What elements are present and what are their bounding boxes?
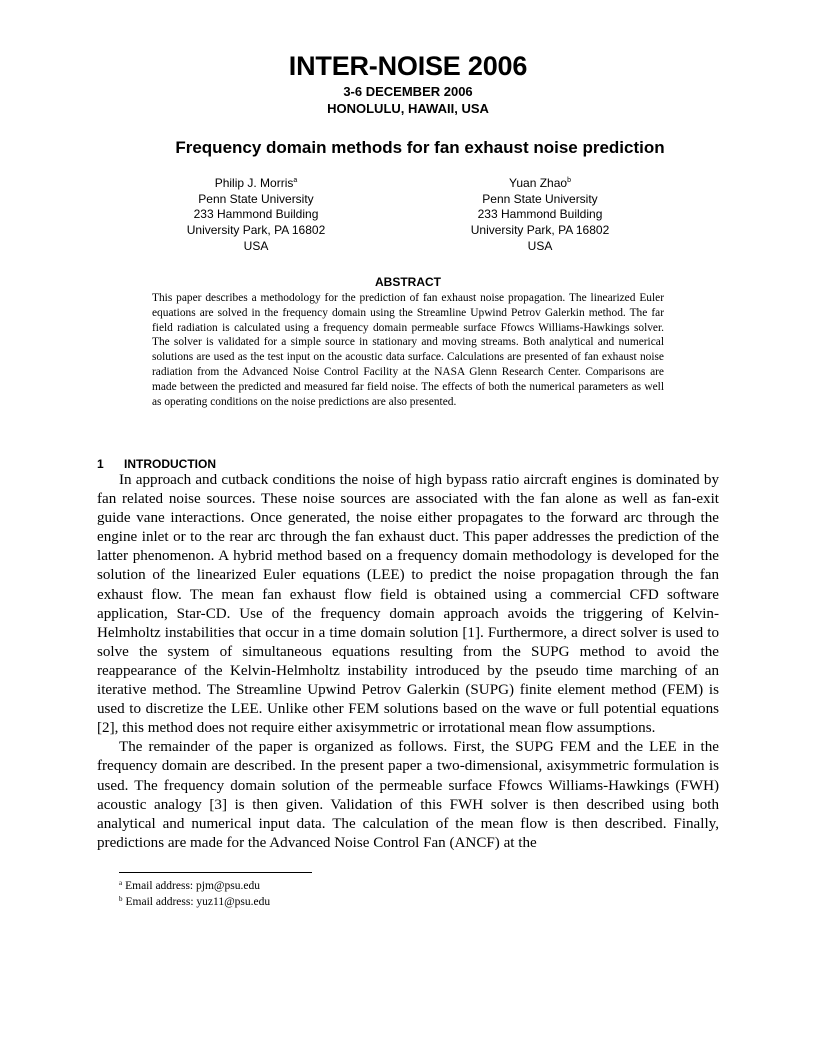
- author-block: [126, 176, 386, 255]
- conference-title: INTER-NOISE 2006: [288, 51, 528, 81]
- author-building: 233 Hammond Building: [477, 207, 603, 222]
- author-name: Philip J. Morris: [214, 176, 294, 190]
- conference-date: 3-6 DECEMBER 2006: [343, 84, 473, 99]
- author-institution: Penn State University: [482, 191, 598, 206]
- author-block: [410, 176, 670, 255]
- author-city: University Park, PA 16802: [186, 223, 326, 238]
- author-footnote-marker: b: [567, 177, 571, 184]
- section-heading: [97, 457, 216, 472]
- section-title: INTRODUCTION: [124, 457, 216, 471]
- section-number: 1: [97, 457, 104, 471]
- footnotes: [119, 879, 270, 910]
- author-institution: Penn State University: [198, 191, 314, 206]
- author-footnote-marker: a: [293, 177, 298, 184]
- footnote-marker: a: [119, 879, 123, 887]
- paragraph: The remainder of the paper is organized as follows. First, the SUPG FEM and the LEE in the frequency domain are described. In the present paper a two-dimensional, axisymmetric formulation is used. The frequency domain solution of the permeable surface Ffowcs Williams-Hawkings (FWH) acoustic analogy [3] is then given. Validation of this FWH solver is then described using both analytical and numerical input data. The calculation of the mean flow is then described. Finally, predictions are made for the Advanced Noise Control Fan (ANCF) at the: [97, 739, 719, 851]
- abstract-heading: ABSTRACT: [375, 275, 441, 289]
- footnote: [119, 895, 270, 911]
- paragraph: In approach and cutback conditions the noise of high bypass ratio aircraft engines is dominated by fan related noise sources. These noise sources are associated with the fan alone as well as fan-exit guide vane interactions. Once generated, the noise either propagates to the forward arc through the engine inlet or to the rear arc through the fan exhaust duct. This paper addresses the prediction of the latter phenomenon. A hybrid method based on a frequency domain methodology is developed for the solution of the linearized Euler equations (LEE) to predict the noise propagation through the fan exhaust flow. The mean fan exhaust flow field is obtained using a commercial CFD software application, Star-CD. Use of the frequency domain approach avoids the triggering of Kelvin-Helmholtz instabilities that occur in a time domain solution [1]. Furthermore, a direct solver is used to solve the system of simultaneous equations resulting from the SUPG method to avoid the reappearance of the Kelvin-Helmholtz instability introduced by the pseudo time marching of an iterative method. The Streamline Upwind Petrov Galerkin (SUPG) finite element method (FEM) is used to discretize the LEE. Unlike other FEM solutions based on the wave or full potential equations [2], this method does not require either axisymmetric or irrotational mean flow assumptions.: [97, 472, 719, 737]
- abstract-text: This paper describes a methodology for the prediction of fan exhaust noise propagation. The linearized Euler equations are solved in the frequency domain using the Streamline Upwind Petrov Galerkin method. The far field radiation is calculated using a frequency domain permeable surface Ffowcs Williams-Hawkings solver. The solver is validated for a simple source in stationary and moving streams. Both analytical and numerical solutions are used as the test input on the acoustic data surface. Calculations are presented of fan exhaust noise radiation from the Advanced Noise Control Facility at the NASA Glenn Research Center. Comparisons are made between the predicted and measured far field noise. The effects of both the numerical parameters as well as operating conditions on the noise predictions are also presented.: [152, 292, 664, 408]
- author-building: 233 Hammond Building: [193, 207, 319, 222]
- footnote-rule: [119, 872, 312, 873]
- author-city: University Park, PA 16802: [470, 223, 610, 238]
- conference-location: HONOLULU, HAWAII, USA: [327, 101, 489, 116]
- author-country: USA: [527, 238, 553, 253]
- footnote-text: Email address: pjm@psu.edu: [125, 880, 260, 892]
- author-country: USA: [243, 238, 269, 253]
- author-name: Yuan Zhao: [509, 176, 568, 190]
- footnote-marker: b: [119, 894, 123, 903]
- body-text: [97, 471, 719, 853]
- footnote: [119, 879, 270, 895]
- paper-title: Frequency domain methods for fan exhaust noise prediction: [175, 138, 665, 157]
- footnote-text: Email address: yuz11@psu.edu: [125, 895, 271, 908]
